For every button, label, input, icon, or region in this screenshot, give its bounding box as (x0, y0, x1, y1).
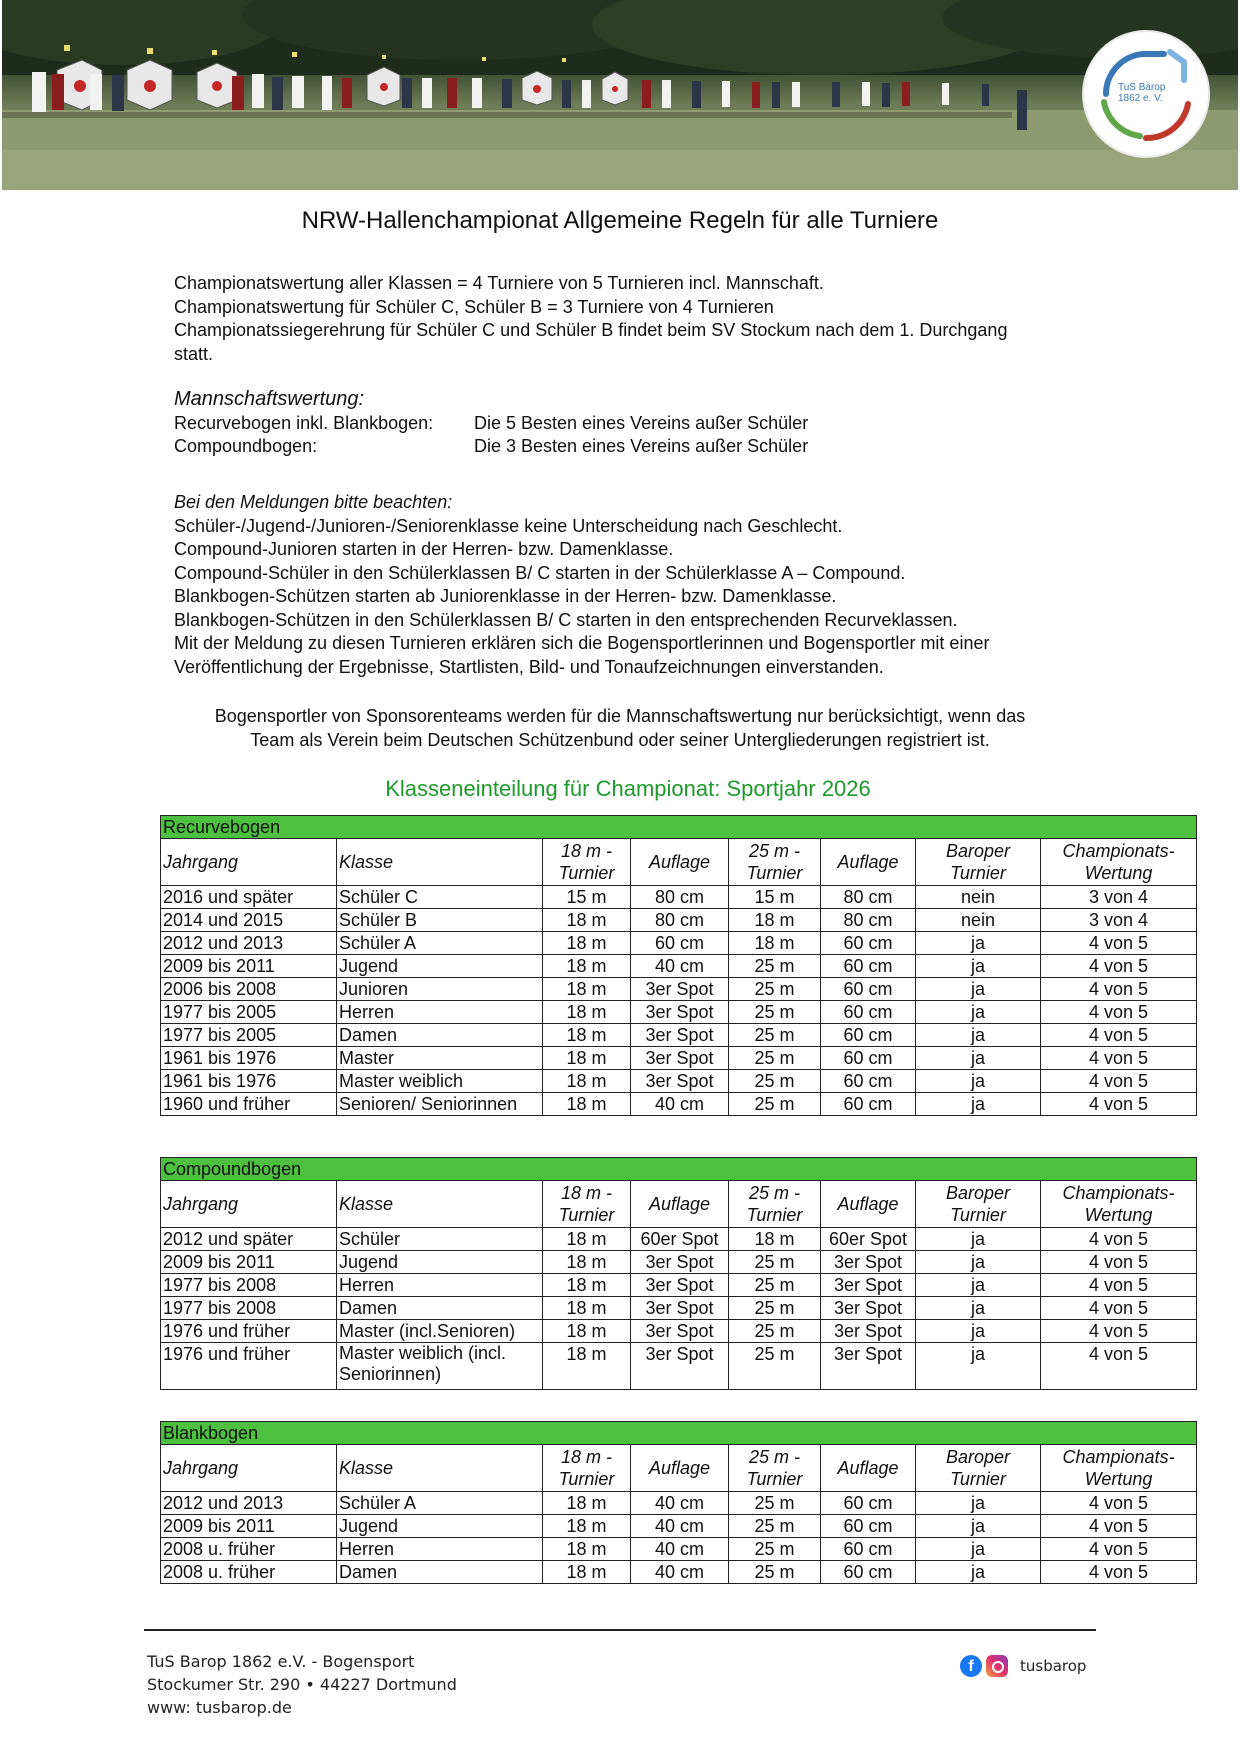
cell-auflage-25: 60 cm (821, 1515, 916, 1538)
cell-klasse: Jugend (337, 1515, 543, 1538)
cell-baroper: nein (916, 909, 1041, 932)
cell-auflage-18: 3er Spot (631, 1024, 729, 1047)
cell-25m: 25 m (729, 955, 821, 978)
cell-auflage-18: 3er Spot (631, 1274, 729, 1297)
club-logo (1084, 32, 1208, 156)
cell-baroper: ja (916, 1047, 1041, 1070)
col-25m: 25 m - Turnier (729, 1181, 821, 1228)
cell-auflage-25: 3er Spot (821, 1343, 916, 1390)
cell-auflage-25: 60 cm (821, 978, 916, 1001)
cell-klasse: Jugend (337, 1251, 543, 1274)
cell-25m: 25 m (729, 1492, 821, 1515)
cell-jahrgang: 2009 bis 2011 (161, 1251, 337, 1274)
intro-line: Championatssiegerehrung für Schüler C und Schüler B findet beim SV Stockum nach dem 1. Durchgang (174, 320, 1008, 340)
cell-jahrgang: 2012 und 2013 (161, 1492, 337, 1515)
cell-auflage-25: 60 cm (821, 1001, 916, 1024)
cell-jahrgang: 2009 bis 2011 (161, 955, 337, 978)
cell-18m: 18 m (543, 909, 631, 932)
notes-line: Veröffentlichung der Ergebnisse, Startlisten, Bild- und Tonaufzeichnungen einverstanden. (174, 656, 884, 677)
cell-klasse: Master (incl.Senioren) (337, 1320, 543, 1343)
cell-baroper: ja (916, 1561, 1041, 1584)
cell-baroper: ja (916, 1228, 1041, 1251)
cell-auflage-18: 40 cm (631, 1515, 729, 1538)
cell-jahrgang: 1960 und früher (161, 1093, 337, 1116)
col-auflage-25: Auflage (821, 839, 916, 886)
social-links (960, 1655, 1086, 1677)
cell-klasse: Master weiblich (incl. Seniorinnen) (337, 1343, 543, 1390)
col-25m: 25 m - Turnier (729, 1445, 821, 1492)
cell-25m: 18 m (729, 909, 821, 932)
cell-wertung: 4 von 5 (1041, 1561, 1197, 1584)
footer-divider (144, 1629, 1096, 1631)
cell-auflage-18: 3er Spot (631, 1343, 729, 1390)
logo-text-line1: TuS Barop (1118, 82, 1166, 93)
cell-25m: 25 m (729, 1561, 821, 1584)
col-auflage-18: Auflage (631, 1445, 729, 1492)
cell-auflage-25: 3er Spot (821, 1320, 916, 1343)
cell-klasse: Herren (337, 1274, 543, 1297)
sponsor-block (150, 705, 1090, 752)
col-auflage-18: Auflage (631, 1181, 729, 1228)
footer-line: TuS Barop 1862 e.V. - Bogensport (147, 1652, 415, 1671)
cell-jahrgang: 1977 bis 2005 (161, 1024, 337, 1047)
notes-line: Schüler-/Jugend-/Junioren-/Seniorenklasse keine Unterscheidung nach Geschlecht. (174, 515, 843, 536)
cell-baroper: ja (916, 932, 1041, 955)
cell-18m: 18 m (543, 932, 631, 955)
cell-wertung: 4 von 5 (1041, 1538, 1197, 1561)
cell-auflage-18: 3er Spot (631, 1320, 729, 1343)
cell-baroper: ja (916, 1024, 1041, 1047)
cell-auflage-25: 60 cm (821, 1093, 916, 1116)
cell-jahrgang: 1977 bis 2008 (161, 1274, 337, 1297)
col-auflage-18: Auflage (631, 839, 729, 886)
col-wertung: Championats- Wertung (1041, 839, 1197, 886)
cell-wertung: 4 von 5 (1041, 1024, 1197, 1047)
cell-18m: 18 m (543, 1001, 631, 1024)
cell-klasse: Junioren (337, 978, 543, 1001)
cell-25m: 25 m (729, 1274, 821, 1297)
col-auflage-25: Auflage (821, 1445, 916, 1492)
col-18m: 18 m - Turnier (543, 1181, 631, 1228)
cell-wertung: 4 von 5 (1041, 932, 1197, 955)
cell-auflage-18: 3er Spot (631, 1001, 729, 1024)
team-block (174, 388, 1094, 459)
cell-auflage-25: 80 cm (821, 886, 916, 909)
cell-jahrgang: 1976 und früher (161, 1320, 337, 1343)
cell-auflage-18: 3er Spot (631, 1297, 729, 1320)
cell-25m: 25 m (729, 1024, 821, 1047)
cell-wertung: 4 von 5 (1041, 1297, 1197, 1320)
footer-address (147, 1650, 457, 1719)
col-baroper: Baroper Turnier (916, 1445, 1041, 1492)
cell-auflage-25: 3er Spot (821, 1297, 916, 1320)
cell-jahrgang: 1961 bis 1976 (161, 1070, 337, 1093)
table-row (161, 1024, 1197, 1047)
cell-25m: 25 m (729, 1343, 821, 1390)
table-row (161, 1320, 1197, 1343)
cell-wertung: 4 von 5 (1041, 1274, 1197, 1297)
cell-wertung: 4 von 5 (1041, 1320, 1197, 1343)
col-auflage-25: Auflage (821, 1181, 916, 1228)
cell-auflage-18: 60er Spot (631, 1228, 729, 1251)
cell-jahrgang: 2008 u. früher (161, 1538, 337, 1561)
intro-block (174, 272, 1094, 366)
cell-baroper: ja (916, 1251, 1041, 1274)
notes-heading: Bei den Meldungen bitte beachten: (174, 492, 453, 512)
table-row (161, 1001, 1197, 1024)
cell-wertung: 4 von 5 (1041, 1228, 1197, 1251)
cell-jahrgang: 2014 und 2015 (161, 909, 337, 932)
cell-klasse: Herren (337, 1001, 543, 1024)
team-heading: Mannschaftswertung: (174, 388, 365, 410)
cell-jahrgang: 2006 bis 2008 (161, 978, 337, 1001)
cell-jahrgang: 2008 u. früher (161, 1561, 337, 1584)
cell-klasse: Schüler B (337, 909, 543, 932)
col-jahrgang: Jahrgang (161, 839, 337, 886)
cell-auflage-18: 3er Spot (631, 1070, 729, 1093)
cell-18m: 18 m (543, 1343, 631, 1390)
cell-baroper: ja (916, 1343, 1041, 1390)
instagram-icon[interactable] (986, 1655, 1008, 1677)
col-klasse: Klasse (337, 1445, 543, 1492)
cell-wertung: 4 von 5 (1041, 1251, 1197, 1274)
col-jahrgang: Jahrgang (161, 1445, 337, 1492)
table-row (161, 1228, 1197, 1251)
cell-auflage-18: 40 cm (631, 1492, 729, 1515)
header-photo (2, 0, 1238, 190)
cell-klasse: Jugend (337, 955, 543, 978)
cell-18m: 18 m (543, 955, 631, 978)
cell-auflage-18: 60 cm (631, 932, 729, 955)
notes-line: Blankbogen-Schützen starten ab Juniorenklasse in der Herren- bzw. Damenklasse. (174, 586, 837, 606)
cell-baroper: ja (916, 1492, 1041, 1515)
cell-auflage-18: 40 cm (631, 1561, 729, 1584)
table-row (161, 1343, 1197, 1390)
cell-25m: 25 m (729, 1320, 821, 1343)
table-category: Recurvebogen (161, 816, 1197, 839)
cell-25m: 15 m (729, 886, 821, 909)
table-row (161, 1515, 1197, 1538)
team-row (174, 435, 1094, 459)
col-18m: 18 m - Turnier (543, 839, 631, 886)
cell-auflage-25: 60 cm (821, 955, 916, 978)
table-row (161, 886, 1197, 909)
cell-jahrgang: 2009 bis 2011 (161, 1515, 337, 1538)
compound-table (160, 1157, 1197, 1390)
cell-klasse: Schüler A (337, 1492, 543, 1515)
col-klasse: Klasse (337, 839, 543, 886)
cell-25m: 25 m (729, 978, 821, 1001)
team-row-label: Compoundbogen: (174, 436, 318, 456)
sponsor-line: Team als Verein beim Deutschen Schützenbund oder seiner Untergliederungen registriert ist. (250, 729, 990, 750)
cell-wertung: 4 von 5 (1041, 1515, 1197, 1538)
col-25m: 25 m - Turnier (729, 839, 821, 886)
cell-auflage-18: 3er Spot (631, 978, 729, 1001)
cell-baroper: ja (916, 1274, 1041, 1297)
cell-25m: 25 m (729, 1251, 821, 1274)
cell-auflage-18: 40 cm (631, 1538, 729, 1561)
col-18m: 18 m - Turnier (543, 1445, 631, 1492)
cell-baroper: ja (916, 1320, 1041, 1343)
table-row (161, 978, 1197, 1001)
cell-25m: 25 m (729, 1047, 821, 1070)
cell-jahrgang: 1977 bis 2005 (161, 1001, 337, 1024)
cell-18m: 18 m (543, 1070, 631, 1093)
table-category: Compoundbogen (161, 1158, 1197, 1181)
col-baroper: Baroper Turnier (916, 1181, 1041, 1228)
cell-jahrgang: 2012 und 2013 (161, 932, 337, 955)
col-wertung: Championats- Wertung (1041, 1445, 1197, 1492)
cell-baroper: ja (916, 1515, 1041, 1538)
recurve-table (160, 815, 1197, 1116)
cell-auflage-18: 40 cm (631, 955, 729, 978)
cell-25m: 18 m (729, 932, 821, 955)
sponsor-line: Bogensportler von Sponsorenteams werden für die Mannschaftswertung nur berücksichtigt, wenn das (214, 706, 1026, 726)
cell-auflage-25: 60 cm (821, 1024, 916, 1047)
team-row-value: Die 5 Besten eines Vereins außer Schüler (474, 412, 809, 433)
table-row (161, 1492, 1197, 1515)
team-row-value: Die 3 Besten eines Vereins außer Schüler (474, 436, 809, 456)
intro-line: statt. (174, 343, 214, 364)
blankbogen-table (160, 1421, 1197, 1584)
cell-18m: 18 m (543, 1561, 631, 1584)
col-klasse: Klasse (337, 1181, 543, 1228)
table-row (161, 1297, 1197, 1320)
cell-auflage-25: 3er Spot (821, 1251, 916, 1274)
cell-baroper: nein (916, 886, 1041, 909)
cell-baroper: ja (916, 1001, 1041, 1024)
cell-wertung: 4 von 5 (1041, 978, 1197, 1001)
cell-klasse: Damen (337, 1024, 543, 1047)
cell-18m: 18 m (543, 1047, 631, 1070)
notes-line: Compound-Junioren starten in der Herren- bzw. Damenklasse. (174, 539, 674, 559)
cell-klasse: Damen (337, 1561, 543, 1584)
cell-auflage-25: 60 cm (821, 1047, 916, 1070)
cell-auflage-18: 80 cm (631, 909, 729, 932)
cell-jahrgang: 1977 bis 2008 (161, 1297, 337, 1320)
logo-text-line2: 1862 e. V. (1118, 93, 1163, 104)
table-row (161, 909, 1197, 932)
cell-auflage-25: 60 cm (821, 1492, 916, 1515)
cell-auflage-25: 60 cm (821, 1561, 916, 1584)
cell-25m: 18 m (729, 1228, 821, 1251)
cell-auflage-25: 60er Spot (821, 1228, 916, 1251)
cell-jahrgang: 2016 und später (161, 886, 337, 909)
cell-18m: 18 m (543, 1228, 631, 1251)
cell-klasse: Herren (337, 1538, 543, 1561)
cell-25m: 25 m (729, 1001, 821, 1024)
col-jahrgang: Jahrgang (161, 1181, 337, 1228)
cell-25m: 25 m (729, 1515, 821, 1538)
cell-wertung: 4 von 5 (1041, 955, 1197, 978)
team-row (174, 412, 1094, 436)
cell-18m: 18 m (543, 1024, 631, 1047)
table-row (161, 1093, 1197, 1116)
cell-auflage-18: 3er Spot (631, 1047, 729, 1070)
notes-line: Mit der Meldung zu diesen Turnieren erklären sich die Bogensportlerinnen und Bogensportler mit einer (174, 633, 990, 653)
cell-wertung: 4 von 5 (1041, 1343, 1197, 1390)
cell-klasse: Senioren/ Seniorinnen (337, 1093, 543, 1116)
footer-line: Stockumer Str. 290 • 44227 Dortmund (147, 1675, 457, 1694)
team-row-label: Recurvebogen inkl. Blankbogen: (174, 412, 434, 433)
cell-jahrgang: 2012 und später (161, 1228, 337, 1251)
cell-klasse: Schüler C (337, 886, 543, 909)
facebook-icon[interactable]: f (960, 1655, 982, 1677)
cell-18m: 15 m (543, 886, 631, 909)
cell-wertung: 3 von 4 (1041, 909, 1197, 932)
cell-klasse: Schüler (337, 1228, 543, 1251)
table-header-row (161, 839, 1197, 886)
cell-wertung: 4 von 5 (1041, 1492, 1197, 1515)
cell-klasse: Damen (337, 1297, 543, 1320)
cell-baroper: ja (916, 955, 1041, 978)
table-row (161, 1274, 1197, 1297)
cell-baroper: ja (916, 1070, 1041, 1093)
cell-auflage-25: 60 cm (821, 1538, 916, 1561)
cell-baroper: ja (916, 1297, 1041, 1320)
cell-jahrgang: 1961 bis 1976 (161, 1047, 337, 1070)
cell-klasse: Schüler A (337, 932, 543, 955)
cell-auflage-18: 80 cm (631, 886, 729, 909)
col-baroper: Baroper Turnier (916, 839, 1041, 886)
cell-18m: 18 m (543, 1515, 631, 1538)
cell-auflage-18: 40 cm (631, 1093, 729, 1116)
cell-jahrgang: 1976 und früher (161, 1343, 337, 1390)
cell-auflage-25: 60 cm (821, 1070, 916, 1093)
cell-18m: 18 m (543, 1297, 631, 1320)
table-category: Blankbogen (161, 1422, 1197, 1445)
cell-25m: 25 m (729, 1093, 821, 1116)
social-handle: tusbarop (1020, 1657, 1087, 1675)
notes-line: Blankbogen-Schützen in den Schülerklassen B/ C starten in den entsprechenden Recurveklassen. (174, 609, 958, 630)
intro-line: Championatswertung für Schüler C, Schüler B = 3 Turniere von 4 Turnieren (174, 296, 774, 317)
cell-18m: 18 m (543, 1274, 631, 1297)
cell-auflage-25: 60 cm (821, 932, 916, 955)
table-row (161, 1538, 1197, 1561)
cell-auflage-25: 3er Spot (821, 1274, 916, 1297)
intro-line: Championatswertung aller Klassen = 4 Turniere von 5 Turnieren incl. Mannschaft. (174, 273, 824, 293)
cell-wertung: 3 von 4 (1041, 886, 1197, 909)
table-row (161, 1070, 1197, 1093)
notes-block (174, 491, 1094, 679)
table-row (161, 1251, 1197, 1274)
table-header-row (161, 1445, 1197, 1492)
cell-auflage-18: 3er Spot (631, 1251, 729, 1274)
cell-wertung: 4 von 5 (1041, 1093, 1197, 1116)
table-row (161, 932, 1197, 955)
cell-18m: 18 m (543, 1492, 631, 1515)
table-row (161, 955, 1197, 978)
page-title: NRW-Hallenchampionat Allgemeine Regeln für alle Turniere (301, 207, 939, 234)
cell-wertung: 4 von 5 (1041, 1070, 1197, 1093)
notes-line: Compound-Schüler in den Schülerklassen B/ C starten in der Schülerklasse A – Compound. (174, 562, 906, 583)
cell-auflage-25: 80 cm (821, 909, 916, 932)
table-row (161, 1047, 1197, 1070)
footer-website[interactable]: www: tusbarop.de (147, 1698, 292, 1717)
section-title: Klasseneinteilung für Championat: Sportjahr 2026 (385, 776, 871, 801)
cell-25m: 25 m (729, 1538, 821, 1561)
cell-18m: 18 m (543, 1093, 631, 1116)
cell-18m: 18 m (543, 1251, 631, 1274)
cell-18m: 18 m (543, 1320, 631, 1343)
cell-klasse: Master weiblich (337, 1070, 543, 1093)
cell-klasse: Master (337, 1047, 543, 1070)
cell-baroper: ja (916, 1093, 1041, 1116)
table-header-row (161, 1181, 1197, 1228)
cell-baroper: ja (916, 1538, 1041, 1561)
table-row (161, 1561, 1197, 1584)
cell-25m: 25 m (729, 1070, 821, 1093)
cell-baroper: ja (916, 978, 1041, 1001)
cell-18m: 18 m (543, 978, 631, 1001)
cell-25m: 25 m (729, 1297, 821, 1320)
cell-18m: 18 m (543, 1538, 631, 1561)
cell-wertung: 4 von 5 (1041, 1047, 1197, 1070)
col-wertung: Championats- Wertung (1041, 1181, 1197, 1228)
cell-wertung: 4 von 5 (1041, 1001, 1197, 1024)
